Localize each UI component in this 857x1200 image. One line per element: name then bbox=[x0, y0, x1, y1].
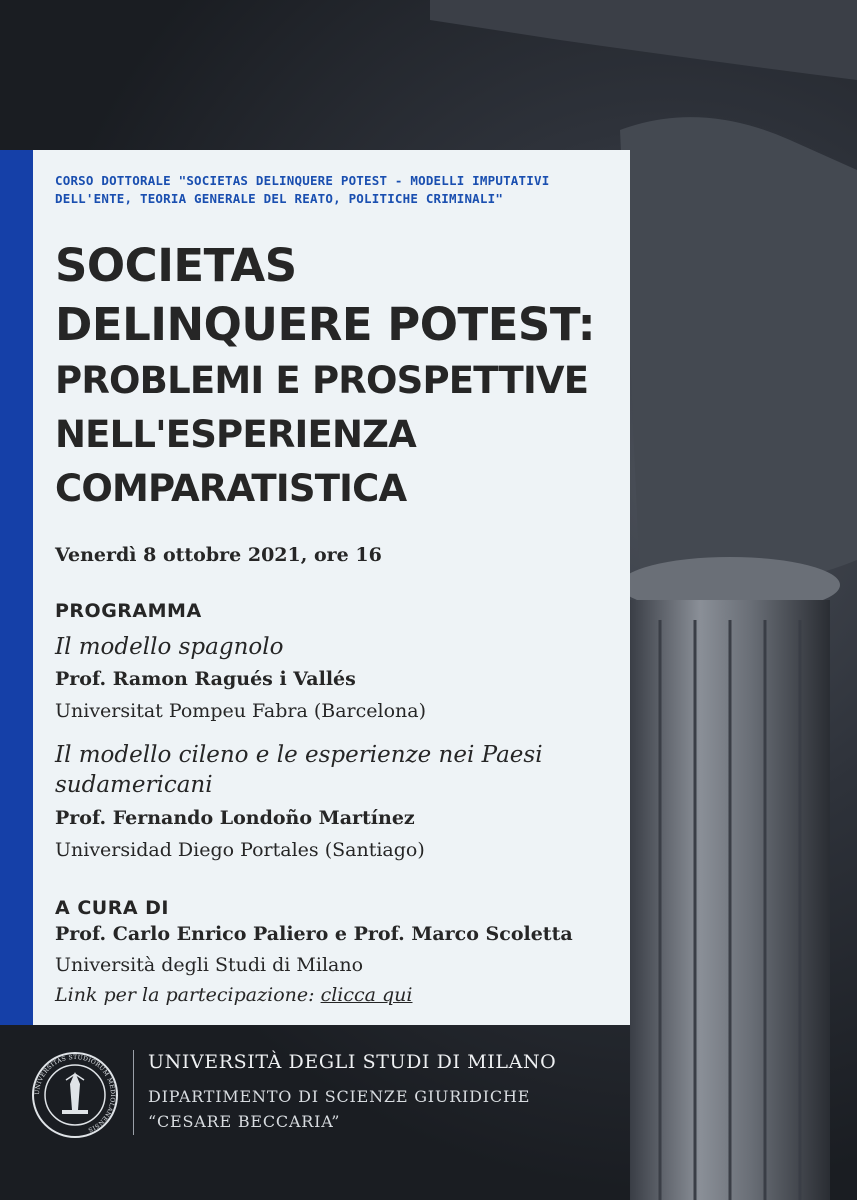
curated-affiliation: Università degli Studi di Milano bbox=[55, 954, 364, 976]
info-card bbox=[0, 150, 630, 1025]
title-line-5: COMPARATISTICA bbox=[55, 467, 407, 510]
talk-1-title: Il modello spagnolo bbox=[55, 634, 284, 660]
talk-1-affiliation: Universitat Pompeu Fabra (Barcelona) bbox=[55, 700, 427, 722]
talk-1-speaker: Prof. Ramon Ragués i Vallés bbox=[55, 668, 356, 690]
programma-heading: PROGRAMMA bbox=[55, 600, 202, 622]
link-label: Link per la partecipazione: bbox=[55, 984, 315, 1006]
curated-heading: A CURA DI bbox=[55, 897, 169, 919]
talk-2-speaker: Prof. Fernando Londoño Martínez bbox=[55, 807, 415, 829]
event-date: Venerdì 8 ottobre 2021, ore 16 bbox=[55, 544, 382, 566]
participation-link-line bbox=[55, 984, 413, 1006]
title-line-4: NELL'ESPERIENZA bbox=[55, 413, 416, 456]
seal-text: UNIVERSITAS STUDIORUM MEDIOLANENSIS bbox=[33, 1053, 117, 1134]
card-accent-bar bbox=[0, 150, 33, 1025]
course-label: CORSO DOTTORALE "SOCIETAS DELINQUERE POTEST - MODELLI IMPUTATIVI DELL'ENTE, TEORIA GENERALE DEL REATO, POLITICHE CRIMINALI" bbox=[55, 173, 550, 206]
title-line-2: DELINQUERE POTEST: bbox=[55, 298, 596, 351]
talk-2-affiliation: Universidad Diego Portales (Santiago) bbox=[55, 839, 425, 861]
main-title bbox=[55, 236, 625, 516]
curated-names: Prof. Carlo Enrico Paliero e Prof. Marco Scoletta bbox=[55, 923, 573, 945]
talk-2-title: Il modello cileno e le esperienze nei Paesi sudamericani bbox=[55, 742, 543, 798]
column-capital bbox=[620, 117, 857, 587]
footer-divider bbox=[133, 1050, 134, 1135]
title-line-3: PROBLEMI E PROSPETTIVE bbox=[55, 359, 589, 402]
footer-university: UNIVERSITÀ DEGLI STUDI DI MILANO bbox=[148, 1051, 557, 1073]
column-entablature bbox=[430, 0, 857, 80]
title-line-1: SOCIETAS bbox=[55, 239, 297, 292]
participation-link[interactable]: clicca qui bbox=[320, 984, 413, 1006]
university-seal-icon bbox=[30, 1050, 120, 1140]
footer-department-sub: “CESARE BECCARIA” bbox=[148, 1112, 341, 1131]
footer-department: DIPARTIMENTO DI SCIENZE GIURIDICHE bbox=[148, 1087, 531, 1106]
